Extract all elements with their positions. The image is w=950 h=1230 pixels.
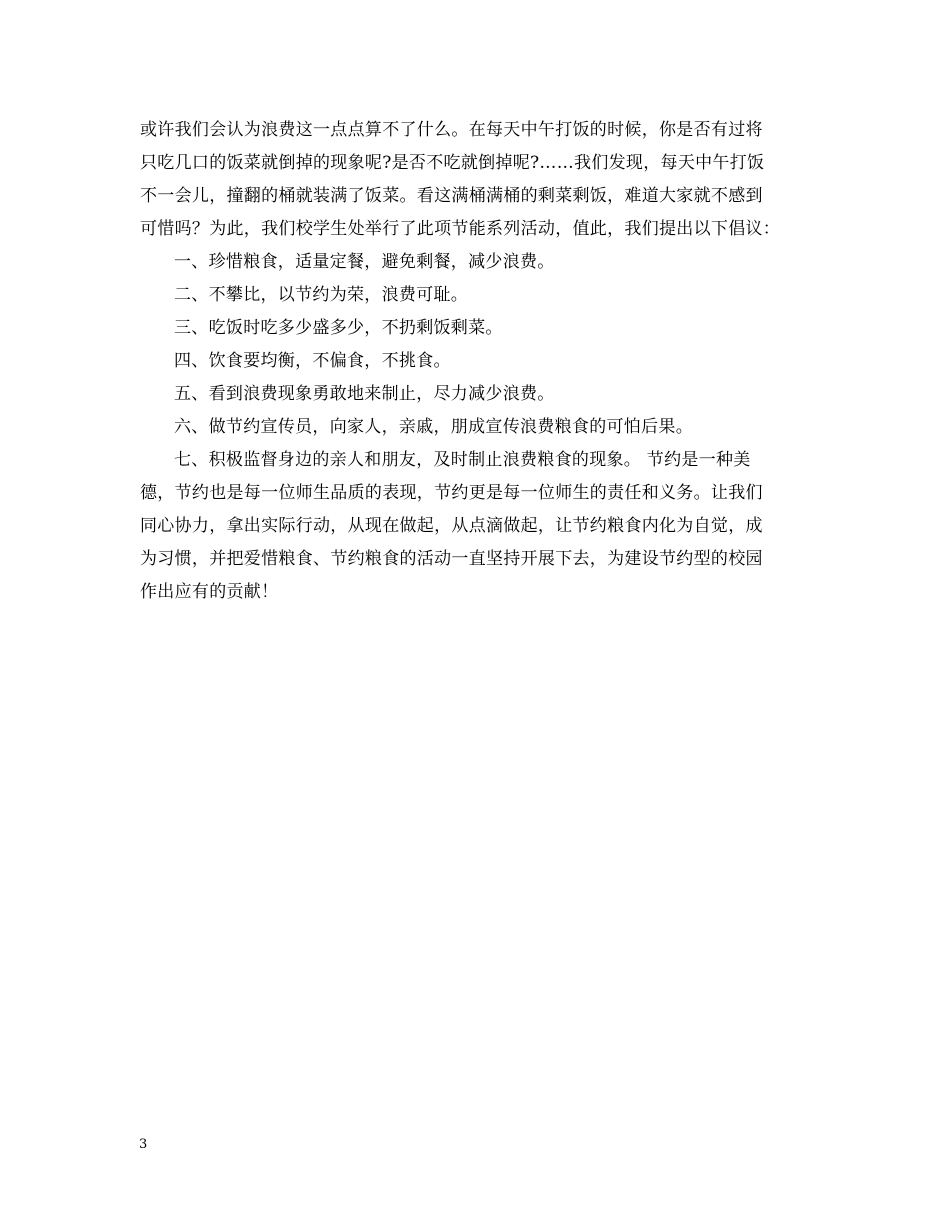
paragraph-line: 德，节约也是每一位师生品质的表现，节约更是每一位师生的责任和义务。让我们 xyxy=(140,483,763,503)
proposal-item: 五、看到浪费现象勇敢地来制止，尽力减少浪费。 xyxy=(174,384,555,404)
proposal-item: 四、饮食要均衡，不偏食，不挑食。 xyxy=(174,351,451,371)
proposal-item: 二、不攀比，以节约为荣，浪费可耻。 xyxy=(174,285,469,305)
paragraph-line: 为习惯，并把爱惜粮食、节约粮食的活动一直坚持开展下去，为建设节约型的校园 xyxy=(140,549,763,569)
paragraph-line: 同心协力，拿出实际行动，从现在做起，从点滴做起，让节约粮食内化为自觉，成 xyxy=(140,516,763,536)
proposal-item: 七、积极监督身边的亲人和朋友，及时制止浪费粮食的现象。 节约是一种美 xyxy=(174,450,751,470)
proposal-item: 六、做节约宣传员，向家人，亲戚，朋成宣传浪费粮食的可怕后果。 xyxy=(174,417,693,437)
document-body xyxy=(140,114,826,609)
proposal-item: 一、珍惜粮食，适量定餐，避免剩餐，减少浪费。 xyxy=(174,252,555,272)
paragraph-line: 不一会儿，撞翻的桶就装满了饭菜。看这满桶满桶的剩菜剩饭，难道大家就不感到 xyxy=(140,186,763,206)
paragraph-line: 可惜吗？为此，我们校学生处举行了此项节能系列活动，值此，我们提出以下倡议： xyxy=(140,219,781,239)
paragraph-line: 只吃几口的饭菜就倒掉的现象呢?是否不吃就倒掉呢?……我们发现，每天中午打饭 xyxy=(140,153,765,173)
paragraph-line: 或许我们会认为浪费这一点点算不了什么。在每天中午打饭的时候，你是否有过将 xyxy=(140,120,763,140)
paragraph-line: 作出应有的贡献！ xyxy=(140,582,279,602)
proposal-item: 三、吃饭时吃多少盛多少，不扔剩饭剩菜。 xyxy=(174,318,503,338)
page-number: 3 xyxy=(139,1137,148,1152)
